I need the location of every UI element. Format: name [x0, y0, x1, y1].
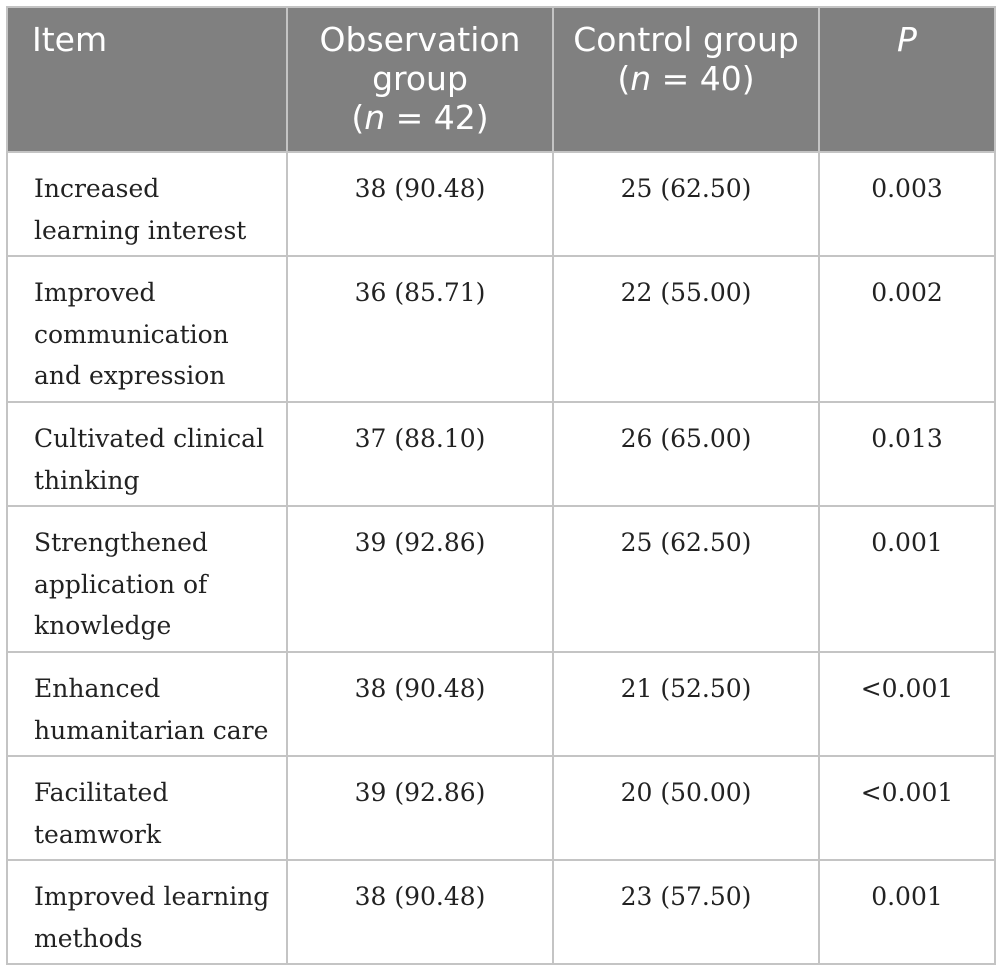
row-item: Improved communication and expression — [7, 256, 287, 402]
header-item: Item — [7, 7, 287, 152]
row-observation-value: 38 (90.48) — [287, 860, 553, 964]
header-control-label: Control group — [573, 20, 799, 59]
header-row — [7, 7, 995, 152]
row-p-value: 0.013 — [819, 402, 995, 506]
row-p-value: <0.001 — [819, 652, 995, 756]
row-p-value: 0.002 — [819, 256, 995, 402]
table-row — [7, 402, 995, 506]
row-control-value: 21 (52.50) — [553, 652, 819, 756]
row-item: Facilitated teamwork — [7, 756, 287, 860]
table-row — [7, 256, 995, 402]
row-control-value: 23 (57.50) — [553, 860, 819, 964]
header-observation-n-value: = 42) — [385, 98, 489, 137]
row-control-value: 20 (50.00) — [553, 756, 819, 860]
header-p-label: P — [897, 20, 917, 59]
row-control-value: 25 (62.50) — [553, 506, 819, 652]
header-control-n-value: = 40) — [651, 59, 755, 98]
table-row — [7, 756, 995, 860]
row-control-value: 26 (65.00) — [553, 402, 819, 506]
row-p-value: <0.001 — [819, 756, 995, 860]
table-row — [7, 652, 995, 756]
row-item: Strengthened application of knowledge — [7, 506, 287, 652]
header-control-n-label: n — [630, 59, 652, 98]
row-observation-value: 38 (90.48) — [287, 152, 553, 256]
results-table — [6, 6, 996, 965]
header-control-group: Control group (n = 40) — [553, 7, 819, 152]
row-control-value: 25 (62.50) — [553, 152, 819, 256]
table-row — [7, 152, 995, 256]
row-item: Enhanced humanitarian care — [7, 652, 287, 756]
header-observation-n-label: n — [364, 98, 386, 137]
row-observation-value: 37 (88.10) — [287, 402, 553, 506]
row-item: Increased learning interest — [7, 152, 287, 256]
header-observation-group: Observation group (n = 42) — [287, 7, 553, 152]
row-item: Cultivated clinical thinking — [7, 402, 287, 506]
row-observation-value: 36 (85.71) — [287, 256, 553, 402]
table-row — [7, 860, 995, 964]
row-p-value: 0.001 — [819, 860, 995, 964]
row-observation-value: 39 (92.86) — [287, 756, 553, 860]
header-observation-label: Observation group — [319, 20, 521, 98]
row-item: Improved learning methods — [7, 860, 287, 964]
row-p-value: 0.001 — [819, 506, 995, 652]
header-p-value — [819, 7, 995, 152]
row-control-value: 22 (55.00) — [553, 256, 819, 402]
row-observation-value: 38 (90.48) — [287, 652, 553, 756]
table-row — [7, 506, 995, 652]
row-p-value: 0.003 — [819, 152, 995, 256]
row-observation-value: 39 (92.86) — [287, 506, 553, 652]
